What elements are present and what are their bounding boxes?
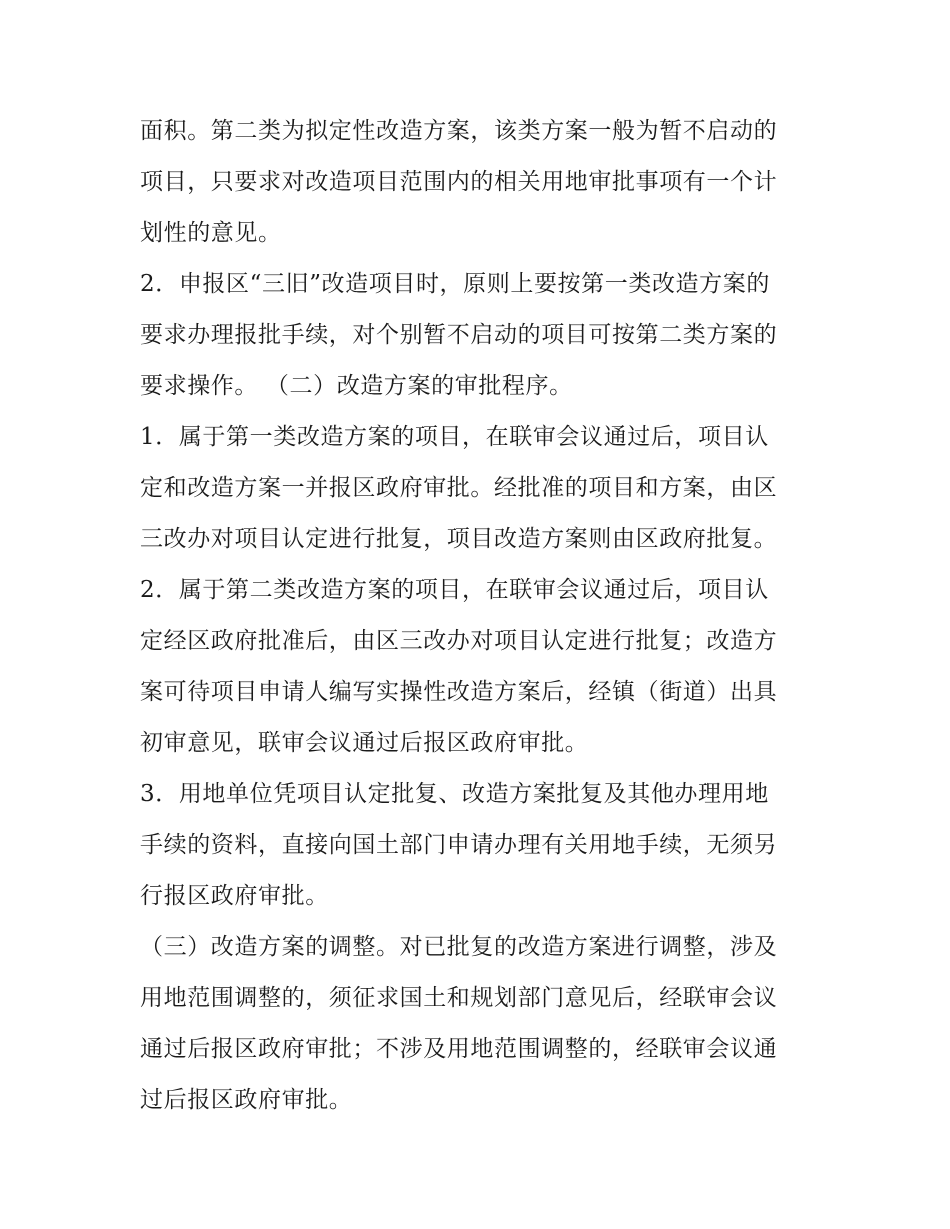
text-line: 2．属于第二类改造方案的项目，在联审会议通过后，项目认 [140,577,769,603]
text-line: 行报区政府审批。 [140,883,329,909]
text-line: 初审意见，联审会议通过后报区政府审批。 [140,730,589,756]
text-line: 定和改造方案一并报区政府审批。经批准的项目和方案，由区 [140,475,778,501]
text-line: 要求操作。 （二）改造方案的审批程序。 [140,373,573,399]
body-text [140,106,820,1126]
text-line: 划性的意见。 [140,220,282,246]
text-line: 手续的资料，直接向国土部门申请办理有关用地手续，无须另 [140,832,778,858]
text-line: 三改办对项目认定进行批复，项目改造方案则由区政府批复。 [140,526,778,552]
text-line: 面积。第二类为拟定性改造方案，该类方案一般为暂不启动的 [140,118,778,144]
text-line: 2．申报区“三旧”改造项目时，原则上要按第一类改造方案的 [140,271,770,297]
text-line: 1．属于第一类改造方案的项目，在联审会议通过后，项目认 [140,424,769,450]
text-line: 要求办理报批手续，对个别暂不启动的项目可按第二类方案的 [140,322,778,348]
text-line: 3．用地单位凭项目认定批复、改造方案批复及其他办理用地 [140,781,769,807]
text-line: 案可待项目申请人编写实操性改造方案后，经镇（街道）出具 [140,679,778,705]
text-line: 定经区政府批准后，由区三改办对项目认定进行批复；改造方 [140,628,778,654]
text-line: 通过后报区政府审批；不涉及用地范围调整的，经联审会议通 [140,1036,778,1062]
text-line: 过后报区政府审批。 [140,1087,353,1113]
text-line: （三）改造方案的调整。对已批复的改造方案进行调整，涉及 [140,934,778,960]
text-line: 用地范围调整的，须征求国土和规划部门意见后，经联审会议 [140,985,778,1011]
text-line: 项目，只要求对改造项目范围内的相关用地审批事项有一个计 [140,169,778,195]
